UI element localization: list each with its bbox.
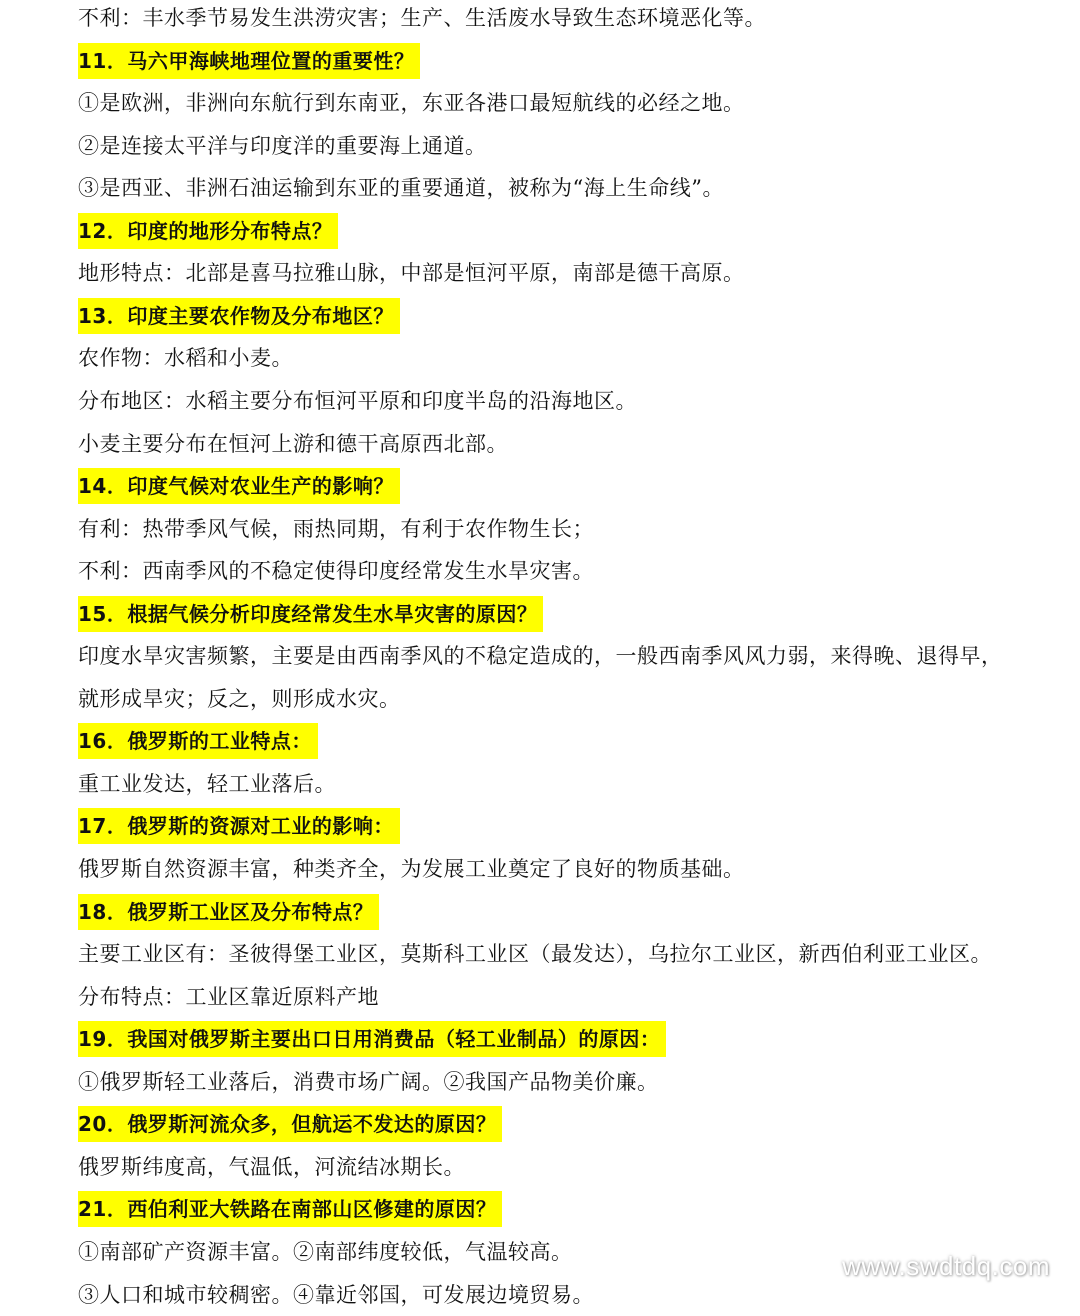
question-heading: 19．我国对俄罗斯主要出口日用消费品（轻工业制品）的原因： [78,1021,666,1057]
answer-line: ③人口和城市较稠密。④靠近邻国，可发展边境贸易。 [78,1282,594,1307]
answer-line: 地形特点：北部是喜马拉雅山脉，中部是恒河平原，南部是德干高原。 [78,261,745,286]
answer-line: 主要工业区有：圣彼得堡工业区，莫斯科工业区（最发达），乌拉尔工业区，新西伯利亚工业区。 [78,942,992,967]
answer-line: 农作物：水稻和小麦。 [78,346,293,371]
question-heading: 15．根据气候分析印度经常发生水旱灾害的原因？ [78,596,543,632]
answer-line: 小麦主要分布在恒河上游和德干高原西北部。 [78,431,508,456]
answer-line: 重工业发达，轻工业落后。 [78,771,336,796]
question-heading: 12．印度的地形分布特点？ [78,213,338,249]
answer-line: 有利：热带季风气候，雨热同期，有利于农作物生长； [78,516,594,541]
answer-line: 就形成旱灾；反之，则形成水灾。 [78,686,401,711]
answer-line: 不利：西南季风的不稳定使得印度经常发生水旱灾害。 [78,559,594,584]
question-heading: 20．俄罗斯河流众多，但航运不发达的原因？ [78,1106,502,1142]
answer-line: 印度水旱灾害频繁，主要是由西南季风的不稳定造成的，一般西南季风风力弱，来得晚、退得早， [78,644,1003,669]
question-heading: 21．西伯利亚大铁路在南部山区修建的原因？ [78,1191,502,1227]
question-heading: 18．俄罗斯工业区及分布特点？ [78,894,379,930]
answer-line: 不利：丰水季节易发生洪涝灾害；生产、生活废水导致生态环境恶化等。 [78,6,766,30]
question-heading: 17．俄罗斯的资源对工业的影响： [78,808,400,844]
question-heading: 14．印度气候对农业生产的影响？ [78,468,400,504]
answer-line: ①南部矿产资源丰富。②南部纬度较低，气温较高。 [78,1239,573,1264]
answer-line: 分布地区：水稻主要分布恒河平原和印度半岛的沿海地区。 [78,388,637,413]
answer-line: 俄罗斯自然资源丰富，种类齐全，为发展工业奠定了良好的物质基础。 [78,857,745,881]
watermark: www.swdtdq.com [842,1251,1050,1281]
answer-line: ③是西亚、非洲石油运输到东亚的重要通道，被称为“海上生命线”。 [78,176,724,201]
answer-line: ①俄罗斯轻工业落后，消费市场广阔。②我国产品物美价廉。 [78,1069,659,1094]
answer-line: 俄罗斯纬度高，气温低，河流结冰期长。 [78,1154,465,1179]
answer-line: ②是连接太平洋与印度洋的重要海上通道。 [78,133,487,158]
question-heading: 13．印度主要农作物及分布地区？ [78,298,400,334]
answer-line: 分布特点：工业区靠近原料产地 [78,984,379,1009]
question-heading: 16．俄罗斯的工业特点： [78,723,318,759]
answer-line: ①是欧洲，非洲向东航行到东南亚，东亚各港口最短航线的必经之地。 [78,91,745,116]
question-heading: 11．马六甲海峡地理位置的重要性？ [78,43,420,79]
